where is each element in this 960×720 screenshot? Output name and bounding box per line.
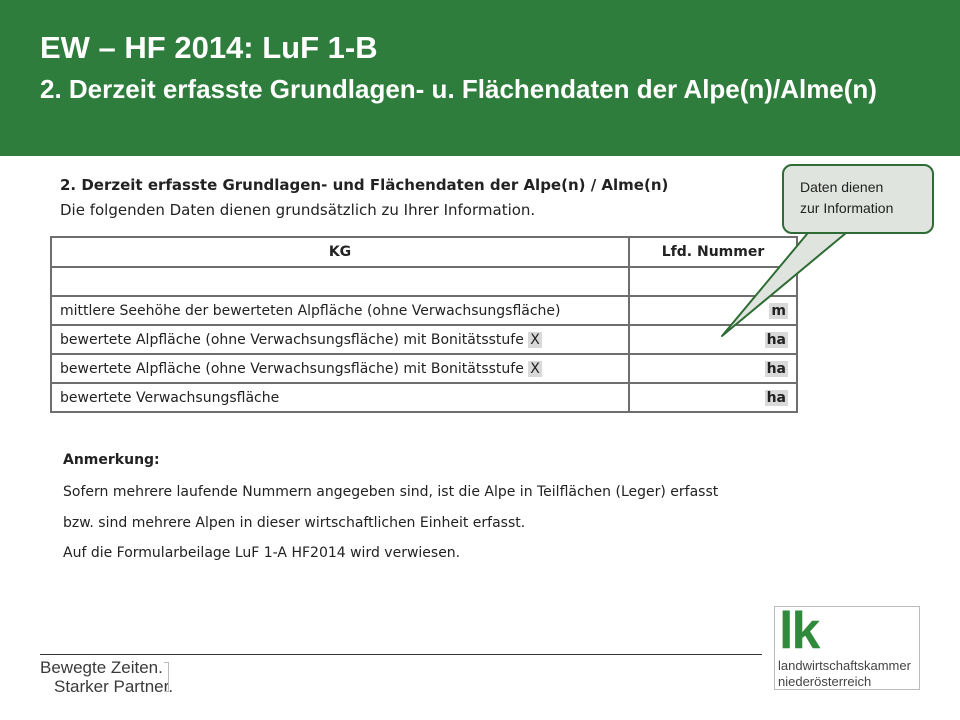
logo-mark: lk [779, 602, 819, 660]
unit-text: m [771, 302, 786, 319]
column-header-kg: KG [51, 237, 629, 267]
logo-text: niederösterreich [778, 674, 872, 689]
unit-text: ha [766, 360, 786, 377]
row-label-text: bewertete Alpfläche (ohne Verwachsungsfläche) mit Bonitätsstufe [60, 360, 524, 377]
bonitaet-marker: X [530, 360, 540, 377]
unit-text: ha [766, 331, 786, 348]
note-line: bzw. sind mehrere Alpen in dieser wirtschaftlichen Einheit erfasst. [63, 515, 526, 531]
note-line: Auf die Formularbeilage LuF 1-A HF2014 wird verwiesen. [63, 545, 461, 561]
logo-text: landwirtschaftskammer [778, 658, 911, 673]
callout-line: zur Information [800, 200, 894, 216]
slide-subtitle: 2. Derzeit erfasste Grundlagen- u. Flächendaten der Alpe(n)/Alme(n) [40, 74, 877, 104]
document-intro: Die folgenden Daten dienen grundsätzlich zu Ihrer Information. [60, 201, 536, 219]
bonitaet-marker: X [530, 331, 540, 348]
document-heading: 2. Derzeit erfasste Grundlagen- und Flächendaten der Alpe(n) / Alme(n) [60, 176, 669, 194]
slogan-line: Bewegte Zeiten. [40, 658, 163, 677]
slide-title: EW – HF 2014: LuF 1-B [40, 30, 378, 65]
row-label-text: bewertete Verwachsungsfläche [60, 389, 280, 406]
callout-line: Daten dienen [800, 179, 884, 195]
note-heading: Anmerkung: [63, 452, 160, 468]
row-label-text: bewertete Alpfläche (ohne Verwachsungsfläche) mit Bonitätsstufe [60, 331, 524, 348]
callout-bubble [782, 164, 934, 234]
column-header-lfd-nummer: Lfd. Nummer [629, 237, 797, 267]
note-line: Sofern mehrere laufende Nummern angegeben sind, ist die Alpe in Teilflächen (Leger) erfasst [63, 484, 719, 500]
slogan-line: Starker Partner. [54, 677, 174, 696]
row-label-text: mittlere Seehöhe der bewerteten Alpfläche (ohne Verwachsungsfläche) [60, 302, 561, 319]
unit-text: ha [766, 389, 786, 406]
